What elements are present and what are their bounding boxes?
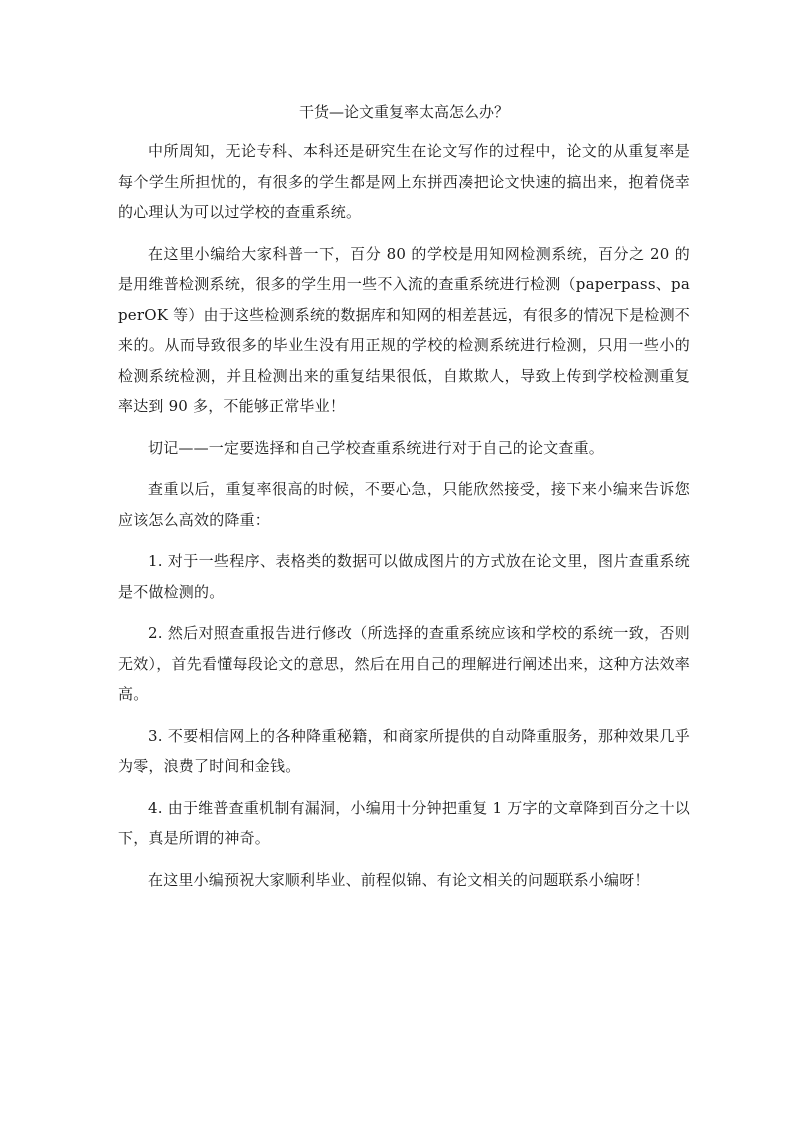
document-title: 干货—论文重复率太高怎么办？ [298,103,509,121]
paragraph-closing: 在这里小编预祝大家顺利毕业、前程似锦、有论文相关的问题联系小编呀！ [148,870,650,889]
paragraph-intro: 中所周知，无论专科、本科还是研究生在论文写作的过程中，论文的从重复率是每个学生所担忧的，有很多的学生都是网上东拼西凑把论文快速的搞出来，抱着侥幸的心理认为可以过学校的查重系统。 [118,142,690,221]
list-item-4: 4. 由于维普查重机制有漏洞，小编用十分钟把重复 1 万字的文章降到百分之十以下，真是所谓的神奇。 [118,798,690,847]
list-item-2: 2. 然后对照查重报告进行修改（所选择的查重系统应该和学校的系统一致，否则无效），首先看懂每段论文的意思，然后在用自己的理解进行阐述出来，这种方法效率高。 [118,624,690,703]
paragraph-advice-intro: 查重以后，重复率很高的时候，不要心急，只能欣然接受，接下来小编来告诉您应该怎么高效的降重： [118,480,690,529]
list-item-1: 1. 对于一些程序、表格类的数据可以做成图片的方式放在论文里，图片查重系统是不做检测的。 [118,552,690,601]
list-item-3: 3. 不要相信网上的各种降重秘籍，和商家所提供的自动降重服务，那种效果几乎为零，浪费了时间和金钱。 [118,726,690,775]
paragraph-systems: 在这里小编给大家科普一下，百分 80 的学校是用知网检测系统，百分之 20 的是用维普检测系统，很多的学生用一些不入流的查重系统进行检测（paperpass、paperOK 等）由于这些检测系统的数据库和知网的相差甚远，有很多的情况下是检测不来的。从而导致很多的毕业生没有用正规的学校的检测系统进行检测，只用一些小的检测系统检测，并且检测出来的重复结果很低，自欺欺人，导致上传到学校检测重复率达到 90 多，不能够正常毕业！ [118,244,690,415]
document-page [118,100,690,906]
paragraph-warning: 切记——一定要选择和自己学校查重系统进行对于自己的论文查重。 [148,438,605,457]
